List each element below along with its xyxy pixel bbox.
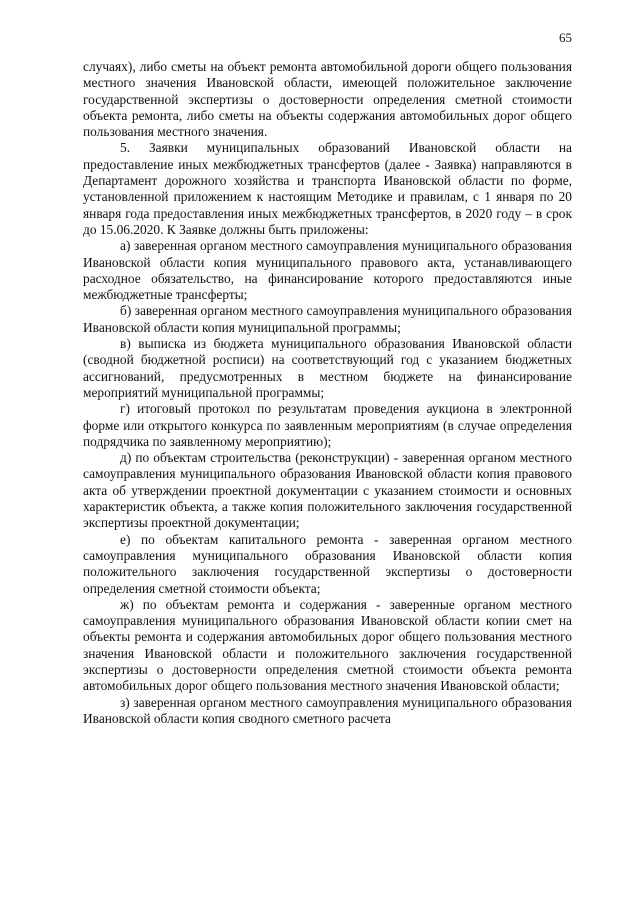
- paragraph-subitem-b: б) заверенная органом местного самоуправления муниципального образования Ивановской области копия муниципальной программы;: [83, 303, 572, 335]
- document-body: [83, 59, 572, 727]
- paragraph-subitem-a: а) заверенная органом местного самоуправления муниципального образования Ивановской области копия муниципального правового акта, устанавливающего расходное обязательство, на финансирование которого предоставляются иные межбюджетные трансферты;: [83, 238, 572, 303]
- paragraph-subitem-z: з) заверенная органом местного самоуправления муниципального образования Ивановской области копия сводного сметного расчета: [83, 694, 572, 726]
- page-number: 65: [559, 30, 572, 45]
- paragraph-subitem-zh: ж) по объектам ремонта и содержания - заверенные органом местного самоуправления муниципального образования Ивановской области копии смет на объекты ремонта и содержания автомобильных дорог общего пользования местного значения Ивановской области и положительного заключения государственной экспертизы о достоверности определения сметной стоимости объекта ремонта автомобильных дорог общего пользования местного значения Ивановской области;: [83, 596, 572, 694]
- paragraph-subitem-e: е) по объектам капитального ремонта - заверенная органом местного самоуправления муниципального образования Ивановской области копия положительного заключения государственной экспертизы о достоверности определения сметной стоимости объекта;: [83, 531, 572, 596]
- paragraph-subitem-v: в) выписка из бюджета муниципального образования Ивановской области (сводной бюджетной росписи) на соответствующий год с указанием бюджетных ассигнований, предусмотренных в местном бюджете на финансирование мероприятий муниципальной программы;: [83, 336, 572, 400]
- paragraph-subitem-d: д) по объектам строительства (реконструкции) - заверенная органом местного самоуправления муниципального образования Ивановской области копия правового акта об утверждении проектной документации с указанием стоимости и основных характеристик объекта, а также копия положительного заключения государственной экспертизы проектной документации;: [83, 450, 572, 531]
- paragraph-continuation: случаях), либо сметы на объект ремонта автомобильной дороги общего пользования местного значения Ивановской области, имеющей положительное заключение государственной экспертизы о достоверности определения сметной стоимости объекта ремонта, либо сметы на объекты содержания автомобильных дорог общего пользования местного значения.: [83, 59, 572, 140]
- paragraph-item-5: 5. Заявки муниципальных образований Ивановской области на предоставление иных межбюджетных трансфертов (далее - Заявка) направляются в Департамент дорожного хозяйства и транспорта Ивановской области по форме, установленной приложением к настоящим Методике и правилам, с 1 января по 20 января года предоставления иных межбюджетных трансфертов, в 2020 году – в срок до 15.06.2020. К Заявке должны быть приложены:: [83, 140, 572, 237]
- paragraph-subitem-g: г) итоговый протокол по результатам проведения аукциона в электронной форме или открытого конкурса по заявленным мероприятиям (в случае определения подрядчика по заявленному мероприятию);: [83, 401, 572, 449]
